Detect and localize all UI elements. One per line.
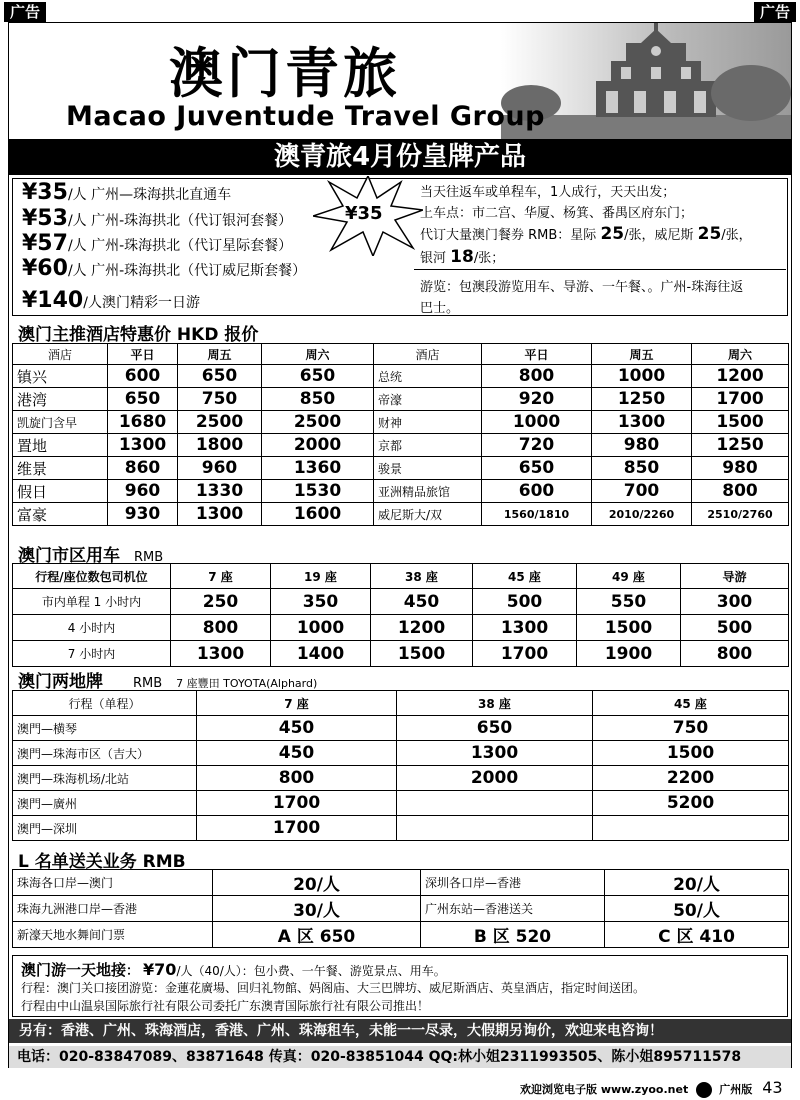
table-header-row: [13, 564, 789, 589]
table-cell: 1500: [577, 615, 681, 641]
table-cell: 2000: [397, 766, 593, 791]
table-cell: 4 小时内: [13, 615, 171, 641]
table-cell: 置地: [13, 434, 108, 457]
table-cell: 珠海九洲港口岸—香港: [13, 896, 213, 922]
table-cell: 250: [171, 589, 271, 615]
table-cell: 1900: [577, 641, 681, 667]
table-cell: 5200: [593, 791, 789, 816]
table-cell: 澳門—珠海机场/北站: [13, 766, 197, 791]
table-cell: 850: [592, 457, 692, 480]
table-cell: 1000: [592, 365, 692, 388]
table-cell: 1000: [271, 615, 371, 641]
note-line: 游览：包澳段游览用车、导游、一午餐、。广州-珠海往返: [420, 280, 744, 295]
table-cell: 960: [108, 480, 178, 503]
table-cell: 450: [197, 741, 397, 766]
ad-tag-left: 广告: [4, 2, 46, 22]
table-cell: 新濠天地水舞间门票: [13, 922, 213, 948]
table-cell: 1200: [371, 615, 473, 641]
day-tour-headline: 澳门游一天地接： ¥70/人（40/人）：包小费、一午餐、游览景点、用车。: [21, 960, 446, 979]
table-cell: 850: [262, 388, 374, 411]
table-cell: 980: [692, 457, 789, 480]
table-cell: 1700: [692, 388, 789, 411]
table-cell: 广州东站—香港送关: [421, 896, 605, 922]
table-cell: 1560/1810: [482, 503, 592, 526]
table-cell: 珠海各口岸—澳门: [13, 870, 213, 896]
table-row: [13, 870, 789, 896]
table-cell: 45 座: [473, 564, 577, 589]
table-cell: 450: [197, 716, 397, 741]
table-cell: 2000: [262, 434, 374, 457]
table-row: [13, 766, 789, 791]
table-cell: 1500: [593, 741, 789, 766]
table-row: [13, 922, 789, 948]
table-cell: 1250: [692, 434, 789, 457]
table-cell: 1360: [262, 457, 374, 480]
hotel-section-title: 澳门主推酒店特惠价 HKD 报价: [18, 325, 259, 345]
table-cell: 行程/座位数包司机位: [13, 564, 171, 589]
table-cell: C 区 410: [605, 922, 789, 948]
car-section-title: 澳门市区用车 RMB: [18, 546, 164, 566]
agency-name-cn: 澳门青旅: [169, 42, 401, 105]
table-cell: 650: [108, 388, 178, 411]
table-cell: 700: [592, 480, 692, 503]
note-line: 巴士。: [420, 301, 460, 316]
table-row: [13, 503, 789, 526]
table-cell: 600: [108, 365, 178, 388]
table-cell: 7 座: [171, 564, 271, 589]
table-cell: 980: [592, 434, 692, 457]
table-row: [13, 434, 789, 457]
table-row: [13, 589, 789, 615]
table-cell: [593, 816, 789, 841]
table-row: [13, 388, 789, 411]
table-cell: 凯旋门含早: [13, 411, 108, 434]
table-cell: 450: [371, 589, 473, 615]
table-cell: 市内单程 1 小时内: [13, 589, 171, 615]
table-cell: 800: [692, 480, 789, 503]
table-cell: 1800: [178, 434, 262, 457]
more-services-bar: 另有：香港、广州、珠海酒店，香港、广州、珠海租车，未能一一尽录，大假期另询价，欢迎来电咨询！: [9, 1019, 791, 1043]
table-cell: 维景: [13, 457, 108, 480]
table-cell: 深圳各口岸—香港: [421, 870, 605, 896]
table-cell: 导游: [681, 564, 789, 589]
table-cell: 19 座: [271, 564, 371, 589]
package-item: ¥57/人 广州-珠海拱北（代订星际套餐）: [22, 231, 293, 256]
table-cell: 300: [681, 589, 789, 615]
table-cell: 1400: [271, 641, 371, 667]
table-cell: 行程（单程）: [13, 691, 197, 716]
table-cell: 京都: [374, 434, 482, 457]
note-divider: [414, 269, 786, 270]
table-cell: 财神: [374, 411, 482, 434]
table-cell: 总统: [374, 365, 482, 388]
table-cell: A 区 650: [213, 922, 421, 948]
table-cell: 45 座: [593, 691, 789, 716]
table-cell: 亚洲精品旅馆: [374, 480, 482, 503]
table-cell: 骏景: [374, 457, 482, 480]
note-line: 上车点：市二宫、华厦、杨箕、番禺区府东门；: [420, 206, 694, 221]
note-line: 当天往返车或单程车，1人成行，天天出发；: [420, 185, 676, 200]
table-cell: 澳門—珠海市区（吉大）: [13, 741, 197, 766]
table-cell: 350: [271, 589, 371, 615]
starburst-price: ¥35: [345, 203, 383, 224]
ad-header: [9, 23, 791, 139]
table-cell: 周五: [178, 344, 262, 365]
table-cell: 750: [178, 388, 262, 411]
crossborder-price-table: [12, 690, 789, 841]
agency-name-en: Macao Juventude Travel Group: [66, 101, 545, 132]
table-cell: 平日: [108, 344, 178, 365]
table-cell: 38 座: [371, 564, 473, 589]
hotel-price-table: [12, 343, 789, 526]
table-cell: 2500: [262, 411, 374, 434]
table-cell: 2500: [178, 411, 262, 434]
table-cell: 800: [171, 615, 271, 641]
contact-bar: 电话：020-83847089、83871648 传真：020-83851044 QQ:林小姐2311993505、陈小姐895711578: [9, 1046, 791, 1068]
table-cell: 800: [197, 766, 397, 791]
table-cell: 周六: [262, 344, 374, 365]
table-cell: 650: [262, 365, 374, 388]
table-row: [13, 365, 789, 388]
table-cell: 1680: [108, 411, 178, 434]
table-cell: 周五: [592, 344, 692, 365]
table-row: [13, 480, 789, 503]
page-footer: 欢迎浏览电子版 www.zyoo.net 广州版 43: [520, 1078, 783, 1097]
table-cell: 920: [482, 388, 592, 411]
day-tour-itinerary: 行程：澳门关口接团游览：金蓮花廣場、回归礼物館、妈阁庙、大三巴牌坊、威尼斯酒店、英皇酒店，指定时间送团。: [21, 981, 646, 995]
table-cell: 650: [397, 716, 593, 741]
table-cell: 500: [473, 589, 577, 615]
table-cell: 20/人: [605, 870, 789, 896]
table-cell: 49 座: [577, 564, 681, 589]
page-number: 43: [762, 1078, 783, 1097]
table-cell: 860: [108, 457, 178, 480]
package-item: ¥140/人澳门精彩一日游: [22, 288, 200, 313]
table-cell: 2010/2260: [592, 503, 692, 526]
table-cell: 1300: [178, 503, 262, 526]
table-cell: 800: [681, 641, 789, 667]
table-cell: 7 座: [197, 691, 397, 716]
table-cell: 650: [482, 457, 592, 480]
table-row: [13, 615, 789, 641]
table-cell: 960: [178, 457, 262, 480]
table-cell: 50/人: [605, 896, 789, 922]
promo-banner: 澳青旅4月份皇牌产品: [9, 139, 791, 175]
table-cell: 1250: [592, 388, 692, 411]
day-tour-organizer: 行程由中山温泉国际旅行社有限公司委托广东澳青国际旅行社有限公司推出！: [21, 999, 430, 1013]
table-cell: 800: [482, 365, 592, 388]
table-cell: 2200: [593, 766, 789, 791]
table-header-row: [13, 691, 789, 716]
table-cell: [397, 791, 593, 816]
table-row: [13, 641, 789, 667]
table-cell: 威尼斯大/双: [374, 503, 482, 526]
table-cell: 2510/2760: [692, 503, 789, 526]
ad-tag-right: 广告: [754, 2, 796, 22]
table-cell: 1330: [178, 480, 262, 503]
table-cell: 550: [577, 589, 681, 615]
table-cell: 平日: [482, 344, 592, 365]
table-cell: 1300: [473, 615, 577, 641]
table-cell: 澳門—廣州: [13, 791, 197, 816]
table-cell: 帝濠: [374, 388, 482, 411]
table-cell: 720: [482, 434, 592, 457]
table-cell: 30/人: [213, 896, 421, 922]
table-cell: 600: [482, 480, 592, 503]
table-row: [13, 457, 789, 480]
edition-logo-icon: [696, 1082, 712, 1098]
clearance-section-title: L 名单送关业务 RMB: [18, 852, 186, 872]
table-cell: 20/人: [213, 870, 421, 896]
table-cell: 酒店: [374, 344, 482, 365]
table-cell: 1700: [197, 816, 397, 841]
table-cell: 1000: [482, 411, 592, 434]
note-line: 银河 18/张；: [420, 247, 505, 267]
table-row: [13, 741, 789, 766]
table-row: [13, 716, 789, 741]
table-cell: 1200: [692, 365, 789, 388]
table-cell: 930: [108, 503, 178, 526]
package-item: ¥53/人 广州-珠海拱北（代订银河套餐）: [22, 206, 293, 231]
table-header-row: [13, 344, 789, 365]
table-cell: 富豪: [13, 503, 108, 526]
crossborder-section-title: 澳门两地牌 RMB 7 座豐田 TOYOTA(Alphard): [18, 672, 318, 692]
table-cell: 500: [681, 615, 789, 641]
table-row: [13, 791, 789, 816]
table-cell: 澳門—深圳: [13, 816, 197, 841]
table-cell: 1530: [262, 480, 374, 503]
table-cell: [397, 816, 593, 841]
table-row: [13, 896, 789, 922]
table-cell: 1700: [473, 641, 577, 667]
table-cell: B 区 520: [421, 922, 605, 948]
table-cell: 1300: [397, 741, 593, 766]
table-cell: 650: [178, 365, 262, 388]
table-cell: 1500: [371, 641, 473, 667]
table-cell: 假日: [13, 480, 108, 503]
table-cell: 750: [593, 716, 789, 741]
table-cell: 港湾: [13, 388, 108, 411]
day-tour-box: [12, 955, 788, 1017]
table-cell: 1700: [197, 791, 397, 816]
table-row: [13, 411, 789, 434]
table-cell: 周六: [692, 344, 789, 365]
clearance-price-table: [12, 869, 789, 948]
table-cell: 1300: [108, 434, 178, 457]
package-item: ¥60/人 广州-珠海拱北（代订威尼斯套餐）: [22, 256, 307, 281]
table-cell: 1500: [692, 411, 789, 434]
table-cell: 镇兴: [13, 365, 108, 388]
car-price-table: [12, 563, 789, 667]
table-cell: 1600: [262, 503, 374, 526]
table-cell: 1300: [171, 641, 271, 667]
table-cell: 酒店: [13, 344, 108, 365]
table-row: [13, 816, 789, 841]
table-cell: 38 座: [397, 691, 593, 716]
table-cell: 澳門—横琴: [13, 716, 197, 741]
table-cell: 7 小时内: [13, 641, 171, 667]
note-line: 代订大量澳门餐券 RMB：星际 25/张，威尼斯 25/张，: [420, 224, 752, 244]
package-item: ¥35/人 广州—珠海拱北直通车: [22, 180, 232, 205]
table-cell: 1300: [592, 411, 692, 434]
